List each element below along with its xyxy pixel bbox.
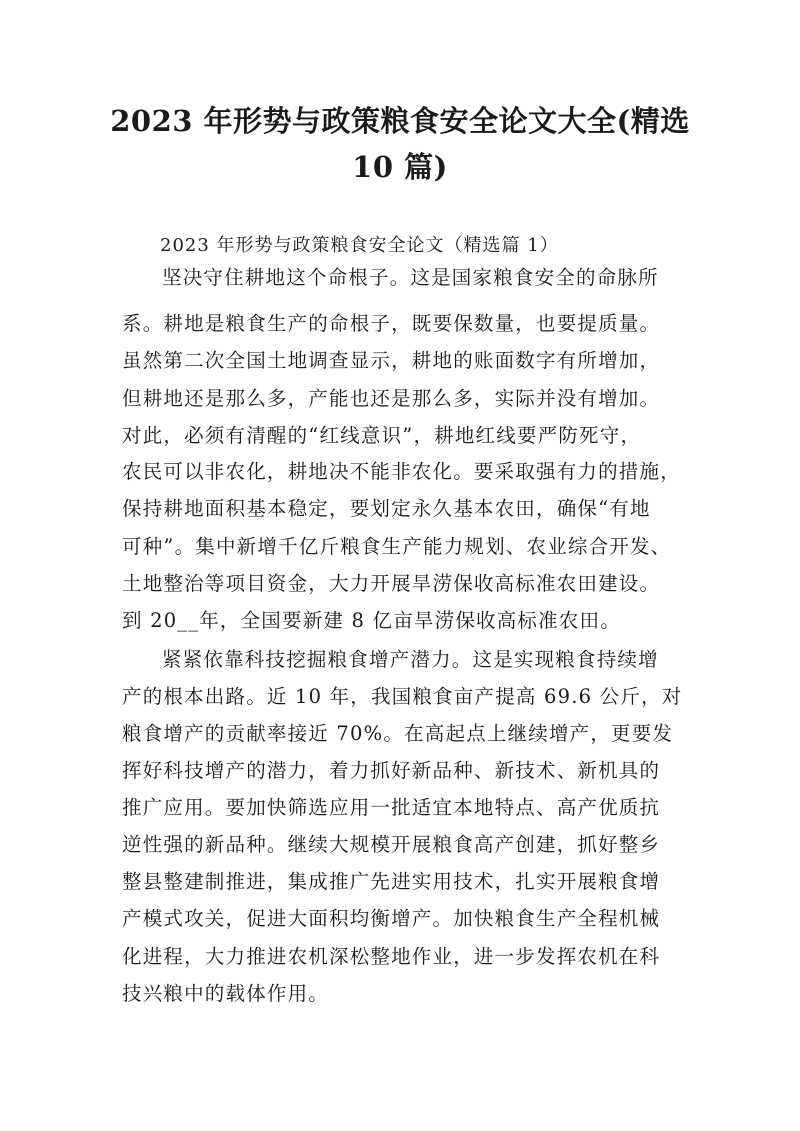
paragraph-2-line: 推广应用。要加快筛选应用一批适宜本地特点、高产优质抗 (122, 796, 661, 819)
paragraph-2-line: 逆性强的新品种。继续大规模开展粮食高产创建，抓好整乡 (122, 833, 661, 856)
paragraph-1-line: 但耕地还是那么多，产能也还是那么多，实际并没有增加。 (122, 387, 661, 410)
paragraph-1-line: 农民可以非农化，耕地决不能非农化。要采取强有力的措施， (122, 460, 681, 483)
paragraph-2-line: 整县整建制推进，集成推广先进实用技术，扎实开展粮食增 (122, 870, 661, 893)
paragraph-1-line: 系。耕地是粮食生产的命根子，既要保数量，也要提质量。 (122, 312, 661, 335)
title-line-1: 2023 年形势与政策粮食安全论文大全(精选 (110, 104, 690, 138)
paragraph-1-line: 到 20__年，全国要新建 8 亿亩旱涝保收高标准农田。 (122, 609, 621, 632)
paragraph-1-line: 对此，必须有清醒的“红线意识”，耕地红线要严防死守， (122, 424, 642, 447)
title-line-2: 10 篇) (352, 150, 448, 184)
document-title (100, 98, 700, 190)
paragraph-2-line: 紧紧依靠科技挖掘粮食增产潜力。这是实现粮食持续增 (162, 648, 659, 671)
paragraph-2-line: 产的根本出路。近 10 年，我国粮食亩产提高 69.6 公斤，对 (122, 685, 683, 708)
section-subtitle: 2023 年形势与政策粮食安全论文（精选篇 1） (160, 235, 559, 256)
paragraph-1-line: 可种”。集中新增千亿斤粮食生产能力规划、农业综合开发、 (122, 535, 672, 558)
paragraph-1-line: 土地整治等项目资金，大力开展旱涝保收高标准农田建设。 (122, 572, 661, 595)
paragraph-2-line: 技兴粮中的载体作用。 (122, 982, 330, 1005)
paragraph-1-line: 保持耕地面积基本稳定，要划定永久基本农田，确保“有地 (122, 497, 651, 520)
paragraph-2-line: 化进程，大力推进农机深松整地作业，进一步发挥农机在科 (122, 945, 661, 968)
paragraph-2-line: 产模式攻关，促进大面积均衡增产。加快粮食生产全程机械 (122, 907, 661, 930)
paragraph-2-line: 粮食增产的贡献率接近 70%。在高起点上继续增产，更要发 (122, 722, 674, 745)
paragraph-2-line: 挥好科技增产的潜力，着力抓好新品种、新技术、新机具的 (122, 759, 661, 782)
paragraph-1-line: 虽然第二次全国土地调查显示，耕地的账面数字有所增加， (122, 349, 661, 372)
paragraph-1-line: 坚决守住耕地这个命根子。这是国家粮食安全的命脉所 (162, 266, 659, 289)
